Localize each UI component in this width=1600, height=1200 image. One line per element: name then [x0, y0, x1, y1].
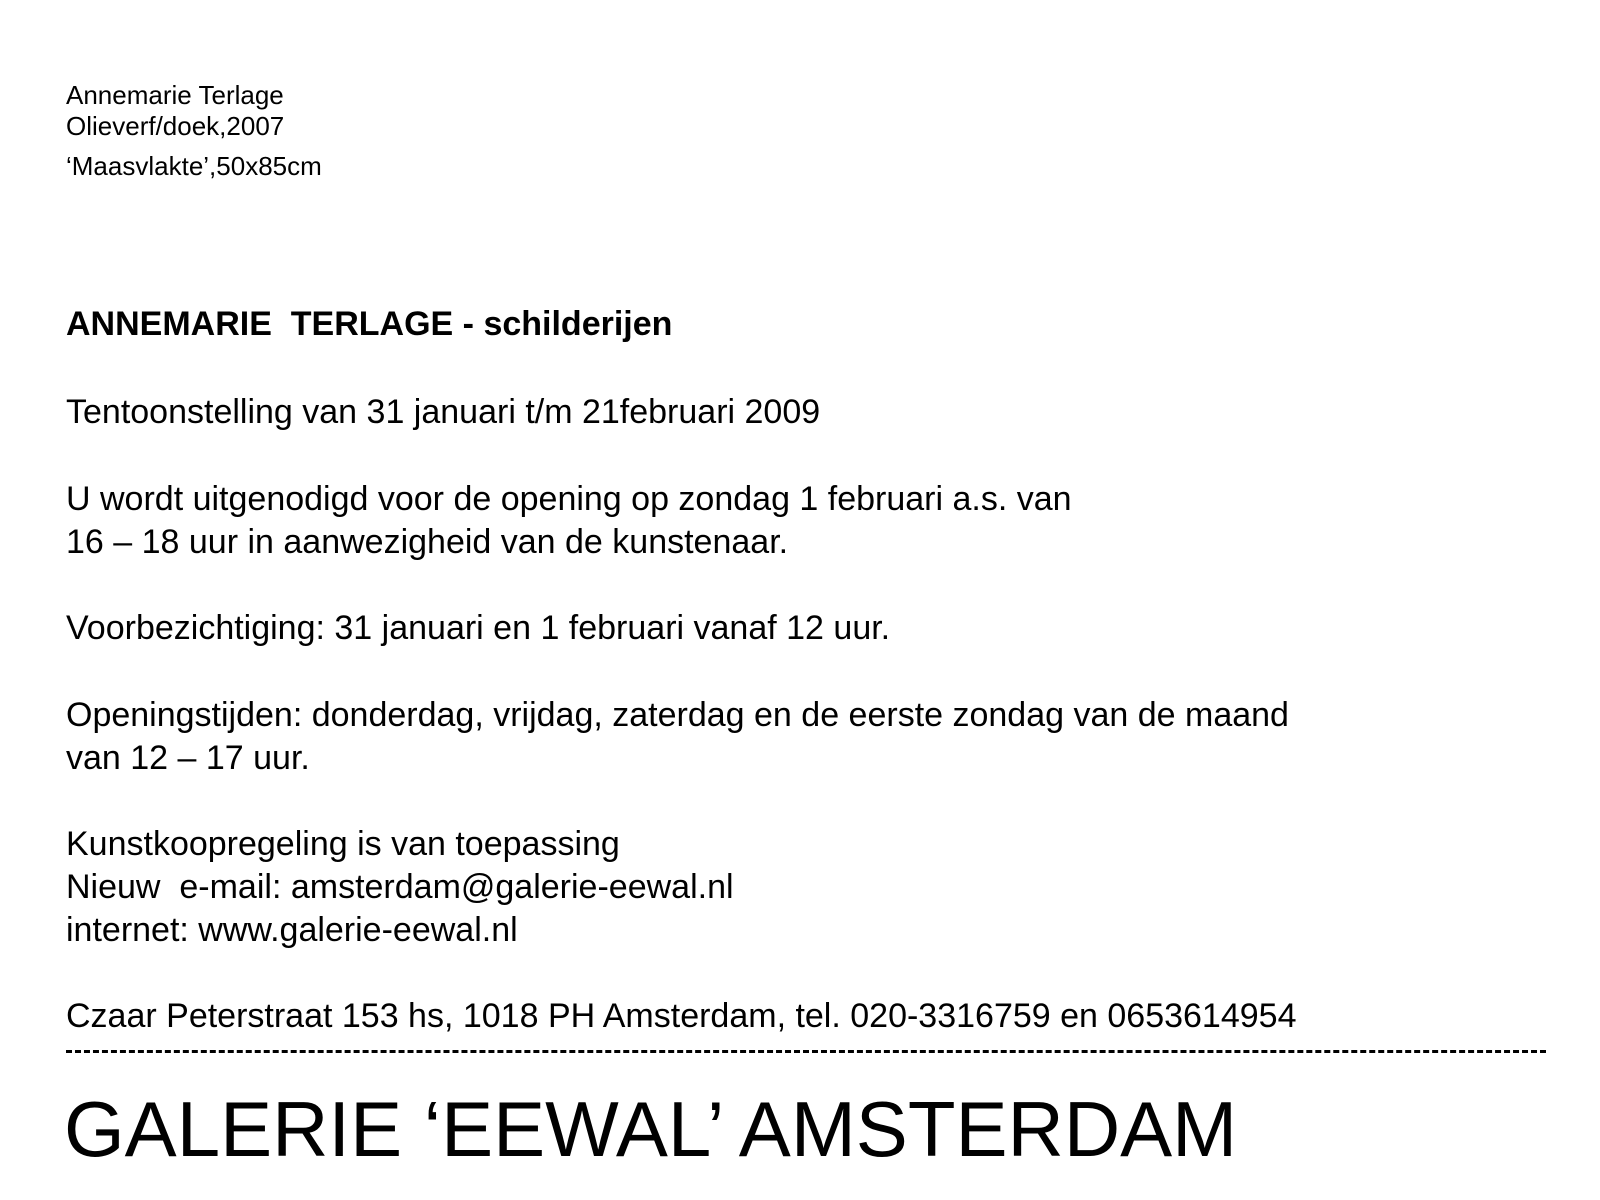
art-purchase-scheme: Kunstkoopregeling is van toepassing — [66, 825, 620, 863]
exhibition-heading: ANNEMARIE TERLAGE - schilderijen — [66, 305, 673, 343]
artwork-artist: Annemarie Terlage — [66, 80, 284, 110]
invitation-line-1: U wordt uitgenodigd voor de opening op zondag 1 februari a.s. van — [66, 480, 1072, 518]
artwork-medium: Olieverf/doek,2007 — [66, 111, 285, 141]
invitation-line-2: 16 – 18 uur in aanwezigheid van de kunstenaar. — [66, 523, 789, 561]
dashed-divider — [66, 1050, 1546, 1053]
gallery-name: GALERIE ‘EEWAL’ AMSTERDAM — [64, 1085, 1238, 1173]
preview-info: Voorbezichtiging: 31 januari en 1 februari vanaf 12 uur. — [66, 609, 891, 647]
artwork-title-size: ‘Maasvlakte’,50x85cm — [66, 151, 322, 181]
gallery-address: Czaar Peterstraat 153 hs, 1018 PH Amsterdam, tel. 020-3316759 en 0653614954 — [66, 997, 1297, 1035]
exhibition-dates: Tentoonstelling van 31 januari t/m 21februari 2009 — [66, 393, 821, 431]
email-line: Nieuw e-mail: amsterdam@galerie-eewal.nl — [66, 868, 734, 906]
website-line: internet: www.galerie-eewal.nl — [66, 911, 518, 949]
opening-hours-line-2: van 12 – 17 uur. — [66, 739, 310, 777]
opening-hours-line-1: Openingstijden: donderdag, vrijdag, zaterdag en de eerste zondag van de maand — [66, 696, 1289, 734]
